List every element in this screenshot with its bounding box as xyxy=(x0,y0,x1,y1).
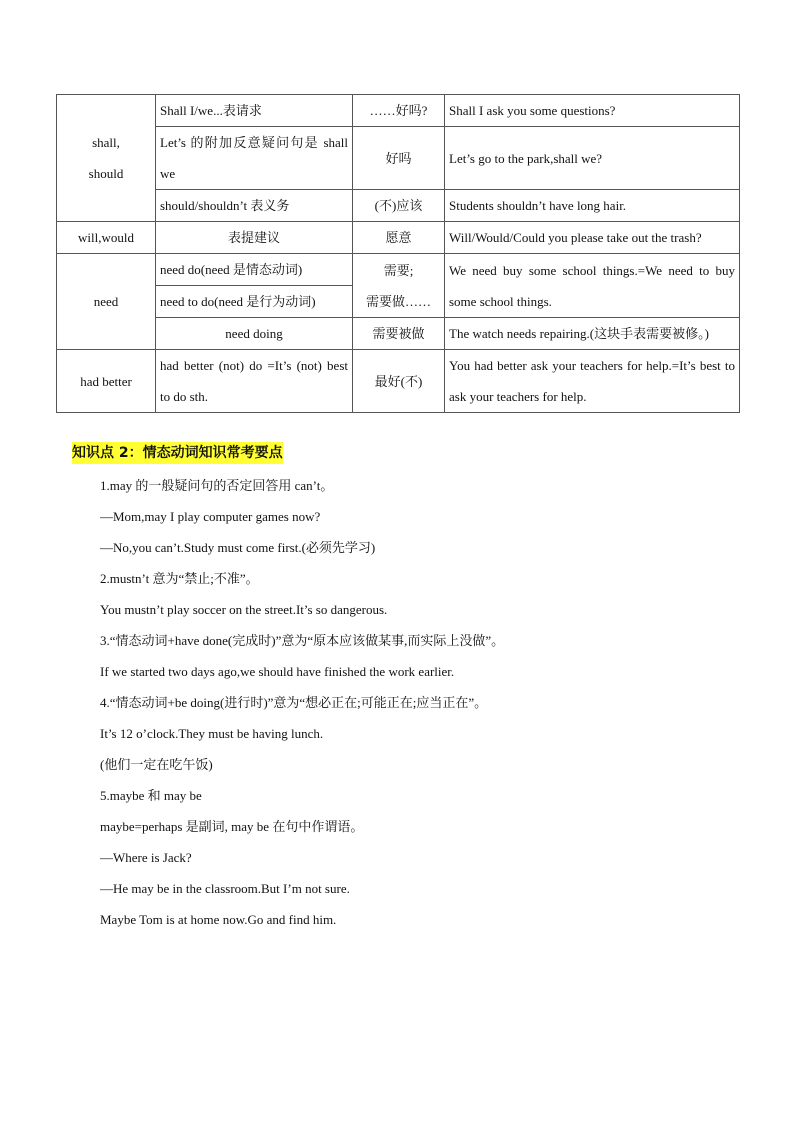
note-line: (他们一定在吃午饭) xyxy=(100,757,213,772)
note-line: Maybe Tom is at home now.Go and find him. xyxy=(100,912,337,927)
table-cell-meaning: 最好(不) xyxy=(353,350,445,413)
table-cell-usage: 表提建议 xyxy=(156,222,353,254)
table-row xyxy=(57,190,740,222)
table-cell-verb xyxy=(57,95,156,222)
table-row xyxy=(57,127,740,190)
note-line: If we started two days ago,we should have finished the work earlier. xyxy=(100,664,455,679)
table-cell-example: Students shouldn’t have long hair. xyxy=(445,190,740,222)
table-cell-example: We need buy some school things.=We need to buy some school things. xyxy=(445,254,740,318)
table-cell-usage: Let’s 的附加反意疑问句是 shall we xyxy=(156,127,353,190)
note-line: 5.maybe 和 may be xyxy=(100,788,202,803)
section-title: 知识点 2：情态动词知识常考要点 xyxy=(72,442,283,464)
note-line: maybe=perhaps 是副词, may be 在句中作谓语。 xyxy=(100,819,364,834)
note-line: It’s 12 o’clock.They must be having lunch. xyxy=(100,726,324,741)
table-cell-usage: should/shouldn’t 表义务 xyxy=(156,190,353,222)
table-cell-verb: need xyxy=(57,254,156,350)
table-cell-usage: need do(need 是情态动词) xyxy=(156,254,353,286)
table-cell-example: Shall I ask you some questions? xyxy=(445,95,740,127)
table-cell-meaning: 愿意 xyxy=(353,222,445,254)
table-cell-example: Will/Would/Could you please take out the trash? xyxy=(445,222,740,254)
notes-list xyxy=(100,476,740,941)
table-cell-meaning: ……好吗? xyxy=(353,95,445,127)
table-row xyxy=(57,222,740,254)
note-line: 4.“情态动词+be doing(进行时)”意为“想必正在;可能正在;应当正在”。 xyxy=(100,695,488,710)
table-row xyxy=(57,318,740,350)
note-line: —Mom,may I play computer games now? xyxy=(100,509,321,524)
verb-line: shall, xyxy=(92,135,120,150)
table-row xyxy=(57,350,740,413)
table-cell-verb: had better xyxy=(57,350,156,413)
table-cell-example: You had better ask your teachers for help.=It’s best to ask your teachers for help. xyxy=(445,350,740,413)
table-cell-meaning: 需要被做 xyxy=(353,318,445,350)
table-cell-verb: will,would xyxy=(57,222,156,254)
verb-line: should xyxy=(88,166,124,181)
note-line: —He may be in the classroom.But I’m not sure. xyxy=(100,881,350,896)
table-row xyxy=(57,95,740,127)
note-line: 3.“情态动词+have done(完成时)”意为“原本应该做某事,而实际上没做”。 xyxy=(100,633,505,648)
modal-verbs-table xyxy=(56,94,740,413)
table-cell-usage: need doing xyxy=(156,318,353,350)
meaning-line: 需要; xyxy=(383,262,414,278)
table-row xyxy=(57,254,740,286)
table-cell-usage: Shall I/we...表请求 xyxy=(156,95,353,127)
note-line: 1.may 的一般疑问句的否定回答用 can’t。 xyxy=(100,478,334,493)
table-cell-meaning xyxy=(353,254,445,318)
table-cell-usage: had better (not) do =It’s (not) best to do sth. xyxy=(156,350,353,413)
table-cell-example: Let’s go to the park,shall we? xyxy=(445,127,740,190)
note-line: —No,you can’t.Study must come first.(必须先学习) xyxy=(100,540,376,555)
table-cell-example: The watch needs repairing.(这块手表需要被修。) xyxy=(445,318,740,350)
note-line: —Where is Jack? xyxy=(100,850,192,865)
meaning-line: 需要做…… xyxy=(365,293,431,309)
table-cell-usage: need to do(need 是行为动词) xyxy=(156,286,353,318)
table-cell-meaning: (不)应该 xyxy=(353,190,445,222)
note-line: You mustn’t play soccer on the street.It’s so dangerous. xyxy=(100,602,388,617)
table-cell-meaning: 好吗 xyxy=(353,127,445,190)
note-line: 2.mustn’t 意为“禁止;不准”。 xyxy=(100,571,259,586)
